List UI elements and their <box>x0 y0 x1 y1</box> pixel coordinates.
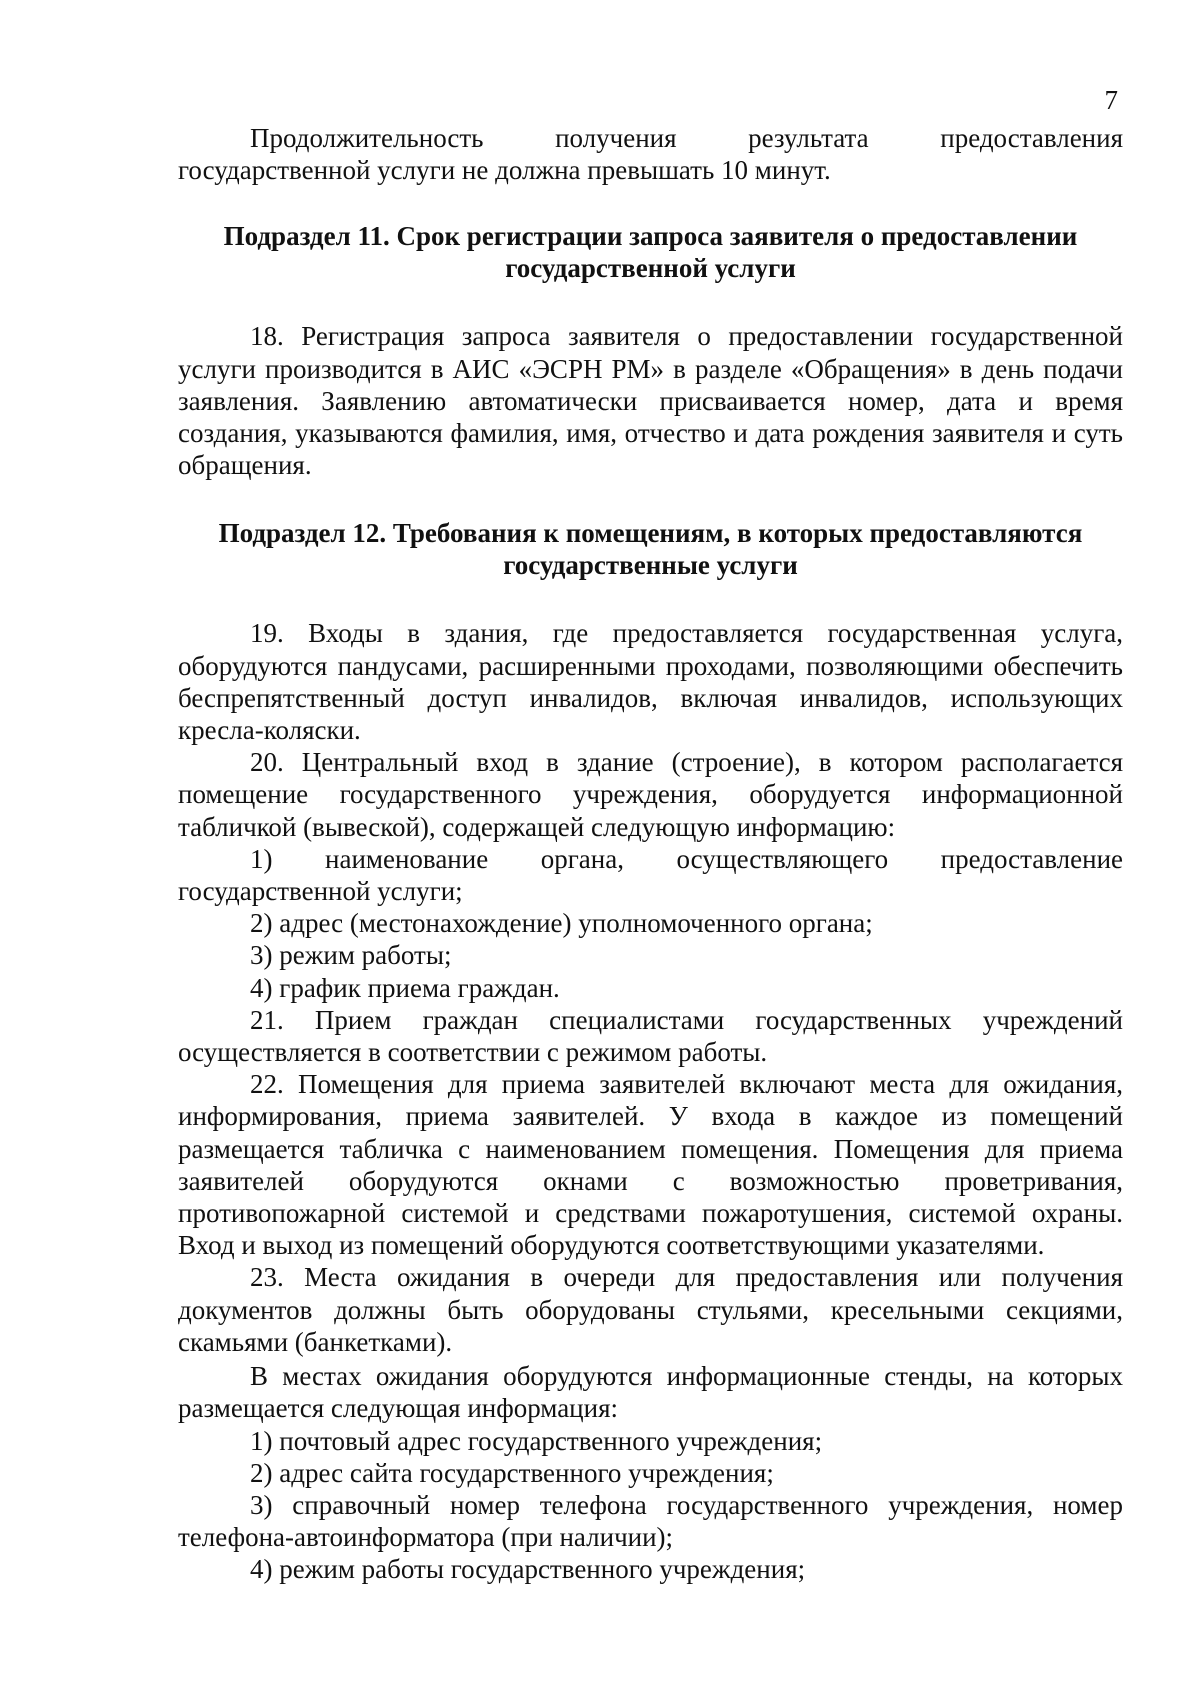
section-12-heading: Подраздел 12. Требования к помещениям, в которых предоставляются государственные услуги <box>218 518 1083 581</box>
list-item-20-4: 4) график приема граждан. <box>250 972 560 1003</box>
paragraph-duration: Продолжительность получения результата предоставления государственной услуги не должна превышать 10 минут. <box>178 123 1123 186</box>
list-item-stand-2: 2) адрес сайта государственного учреждения; <box>250 1457 774 1488</box>
list-item-stand-4: 4) режим работы государственного учреждения; <box>250 1554 806 1585</box>
document-body <box>178 122 1123 1586</box>
paragraph-20: 20. Центральный вход в здание (строение), в котором располагается помещение государственного учреждения, оборудуется информационной табличкой (вывеской), содержащей следующую информацию: <box>178 747 1123 842</box>
list-item-stand-1: 1) почтовый адрес государственного учреждения; <box>250 1425 823 1456</box>
list-item-stand-3: 3) справочный номер телефона государственного учреждения, номер телефона-автоинформатора (при наличии); <box>178 1489 1123 1553</box>
list-item-20-2: 2) адрес (местонахождение) уполномоченного органа; <box>250 908 873 939</box>
section-11-heading: Подраздел 11. Срок регистрации запроса заявителя о предоставлении государственной услуги <box>223 221 1078 284</box>
paragraph-21: 21. Прием граждан специалистами государственных учреждений осуществляется в соответствии с режимом работы. <box>178 1004 1123 1068</box>
paragraph-23: 23. Места ожидания в очереди для предоставления или получения документов должны быть оборудованы стульями, кресельными секциями, скамьями (банкетками). <box>178 1262 1123 1357</box>
paragraph-info-stands: В местах ожидания оборудуются информационные стенды, на которых размещается следующая информация: <box>178 1361 1123 1424</box>
paragraph-18: 18. Регистрация запроса заявителя о предоставлении государственной услуги производится в АИС «ЭСРН РМ» в разделе «Обращения» в день подачи заявления. Заявлению автоматически присваивается номер, дата и время создания, указываются фамилия, имя, отчество и дата рождения заявителя и суть обращения. <box>178 321 1123 481</box>
list-item-20-3: 3) режим работы; <box>250 940 452 971</box>
page-number: 7 <box>1104 85 1118 115</box>
paragraph-22: 22. Помещения для приема заявителей включают места для ожидания, информирования, приема заявителей. У входа в каждое из помещений размещается табличка с наименованием помещения. Помещения для приема заявителей оборудуются окнами с возможностью проветривания, противопожарной системой и средствами пожаротушения, системой охраны. Вход и выход из помещений оборудуются соответствующими указателями. <box>178 1069 1123 1261</box>
list-item-20-1: 1) наименование органа, осуществляющего предоставление государственной услуги; <box>178 843 1123 907</box>
paragraph-19: 19. Входы в здания, где предоставляется государственная услуга, оборудуются пандусами, расширенными проходами, позволяющими обеспечить беспрепятственный доступ инвалидов, включая инвалидов, использующих кресла-коляски. <box>178 618 1123 746</box>
